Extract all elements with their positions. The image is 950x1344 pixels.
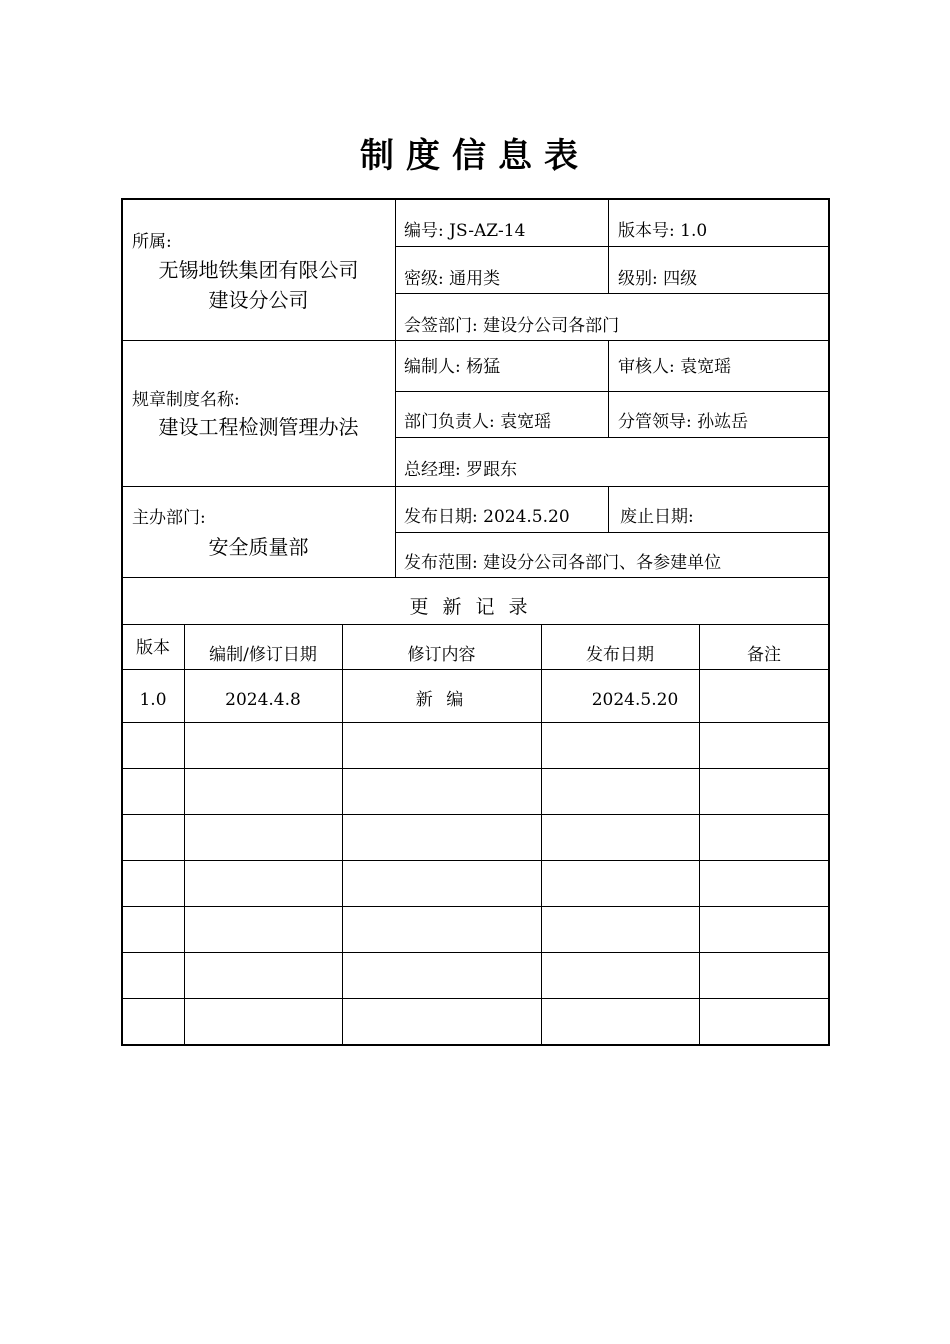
column-divider: [541, 624, 542, 1045]
regulation-name-label: 规章制度名称:: [132, 390, 240, 410]
author: 编制人: 杨猛: [404, 357, 501, 377]
host-dept: 安全质量部: [208, 535, 309, 559]
host-dept-label: 主办部门:: [132, 508, 206, 528]
section-divider: [122, 340, 829, 341]
column-header: 发布日期: [586, 645, 654, 665]
column-divider: [395, 199, 396, 577]
publish-scope: 发布范围: 建设分公司各部门、各参建单位: [404, 553, 722, 573]
record-row-divider: [122, 952, 829, 953]
row-divider: [395, 532, 829, 533]
version-number: 版本号: 1.0: [618, 221, 708, 241]
column-divider: [342, 624, 343, 1045]
publish-date: 发布日期: 2024.5.20: [404, 507, 570, 527]
grade-level: 级别: 四级: [618, 269, 698, 289]
table-cell: 2024.5.20: [591, 690, 679, 710]
record-row-divider: [122, 768, 829, 769]
affiliation-label: 所属:: [132, 232, 172, 252]
doc-number: 编号: JS-AZ-14: [404, 221, 526, 241]
column-divider: [608, 486, 609, 532]
row-divider: [395, 293, 829, 294]
table-cell: 新 编: [415, 690, 468, 710]
abolish-date: 废止日期:: [620, 507, 694, 527]
update-record-heading: 更新记录: [409, 596, 542, 618]
countersign-dept: 会签部门: 建设分公司各部门: [404, 316, 620, 336]
record-row-divider: [122, 906, 829, 907]
supervising-leader: 分管领导: 孙竑岳: [618, 412, 749, 432]
row-divider: [395, 391, 829, 392]
page-title: 制度信息表: [360, 136, 590, 176]
row-divider: [395, 246, 829, 247]
column-divider: [608, 199, 609, 293]
section-divider: [122, 577, 829, 578]
column-divider: [608, 340, 609, 437]
column-divider: [699, 624, 700, 1045]
column-header: 编制/修订日期: [209, 645, 317, 665]
reviewer: 审核人: 袁宽瑶: [618, 357, 732, 377]
record-row-divider: [122, 669, 829, 670]
record-row-divider: [122, 814, 829, 815]
column-divider: [184, 624, 185, 1045]
row-divider: [395, 437, 829, 438]
record-row-divider: [122, 722, 829, 723]
affiliation-line1: 无锡地铁集团有限公司: [158, 258, 359, 282]
record-row-divider: [122, 998, 829, 999]
affiliation-line2: 建设分公司: [208, 288, 309, 312]
general-manager: 总经理: 罗跟东: [404, 460, 518, 480]
column-header: 备注: [747, 645, 781, 665]
section-divider: [122, 486, 829, 487]
regulation-name: 建设工程检测管理办法: [158, 415, 359, 439]
dept-head: 部门负责人: 袁宽瑶: [404, 412, 552, 432]
column-header: 版本: [136, 638, 170, 658]
table-cell: 2024.4.8: [225, 690, 301, 710]
table-cell: 1.0: [139, 690, 167, 710]
secrecy-level: 密级: 通用类: [404, 269, 501, 289]
section-divider: [122, 624, 829, 625]
record-row-divider: [122, 860, 829, 861]
column-header: 修订内容: [407, 645, 476, 665]
